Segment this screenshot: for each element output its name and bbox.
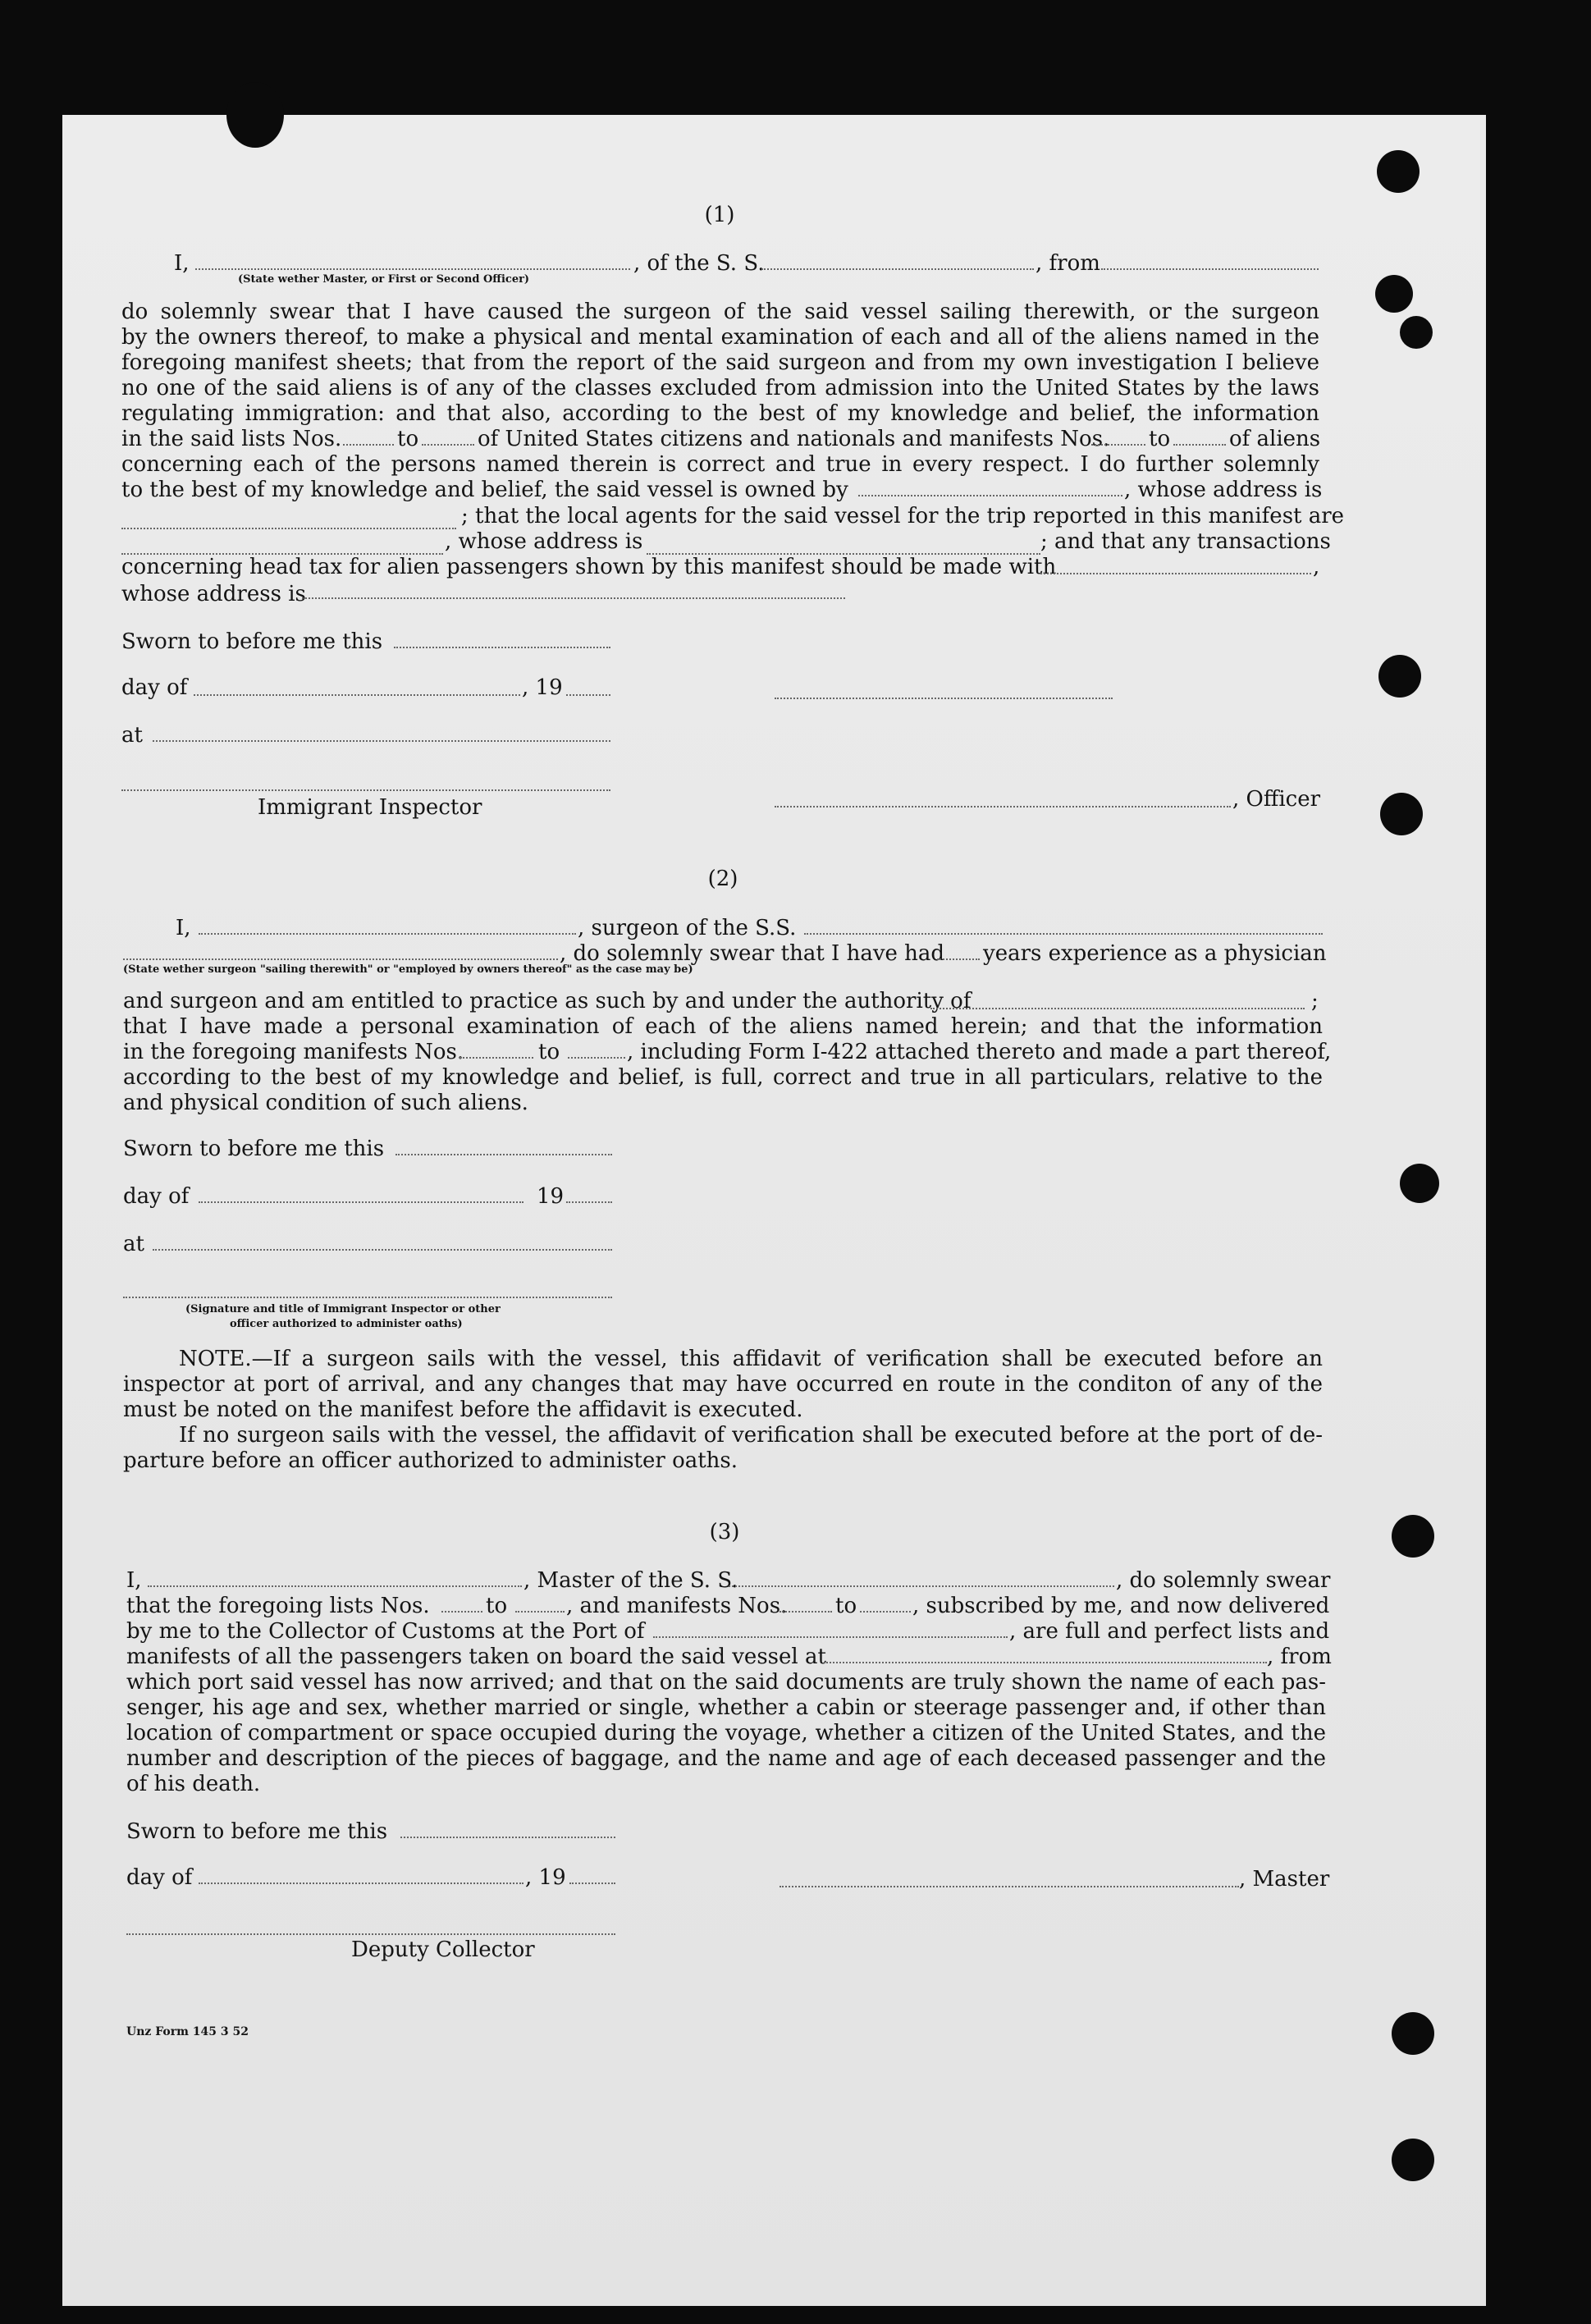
s3-port-label: by me to the Collector of Customs at the Port of: [126, 1619, 645, 1644]
s1-owned-label: to the best of my knowledge and belief, the said vessel is owned by: [121, 478, 848, 502]
s2-at-field[interactable]: [153, 1249, 612, 1251]
s2-authority-field[interactable]: [930, 1008, 1305, 1009]
s2-form-label: , including Form I-422 attached thereto and made a part thereof,: [627, 1040, 1332, 1064]
s3-year-field[interactable]: [569, 1883, 615, 1884]
binder-hole: [1380, 793, 1423, 835]
s2-day-label: day of: [123, 1184, 190, 1209]
s2-physician-label: years experience as a physician: [983, 941, 1327, 966]
s1-officer-name-field[interactable]: [775, 806, 1231, 807]
s2-manifests-label: in the foregoing manifests Nos.: [123, 1040, 464, 1064]
s1-year-field[interactable]: [566, 694, 610, 696]
binder-hole: [1378, 655, 1421, 698]
s2-surgeon-name-field[interactable]: [199, 933, 576, 935]
s1-at-field[interactable]: [153, 740, 610, 742]
s1-citizens-label: of United States citizens and nationals and manifests Nos.: [478, 427, 1110, 451]
s2-body-line: according to the best of my knowledge and belief, is full, correct and true in all particulars, relative to the: [123, 1065, 1323, 1090]
s2-sworn-label: Sworn to before me this: [123, 1137, 385, 1161]
s3-from-label: , from: [1267, 1645, 1332, 1669]
s3-i-label: I,: [126, 1568, 142, 1593]
s1-of-ss-label: , of the S. S.: [633, 251, 765, 276]
s1-i-label: I,: [174, 251, 190, 276]
s1-officer-rank-field[interactable]: [195, 268, 630, 270]
s1-manifests-from-field[interactable]: [1091, 444, 1145, 446]
section-1-heading: (1): [704, 203, 735, 227]
s1-day-field[interactable]: [194, 694, 520, 696]
s1-body-line: by the owners thereof, to make a physical and mental examination of each and all of the aliens named in the: [121, 325, 1319, 350]
s1-lists-to-label: to: [397, 427, 419, 451]
s2-authority-label: and surgeon and am entitled to practice as such by and under the authority of: [123, 989, 972, 1013]
s2-signature-line[interactable]: [123, 1297, 612, 1298]
s3-year-label: , 19: [525, 1865, 566, 1890]
s1-body-line: concerning each of the persons named therein is correct and true in every respect. I do further solemnly: [121, 452, 1319, 477]
form-number: Unz Form 145 3 52: [126, 2025, 249, 2038]
s3-body-line: which port said vessel has now arrived; and that on the said documents are truly shown the name of each pas-: [126, 1670, 1326, 1695]
s1-headtax-label: concerning head tax for alien passengers shown by this manifest should be made with: [121, 555, 1057, 579]
s2-body-line: and physical condition of such aliens.: [123, 1091, 528, 1115]
s1-sworn-label: Sworn to before me this: [121, 629, 383, 654]
s2-at-label: at: [123, 1232, 144, 1256]
s3-lists-label: that the foregoing lists Nos.: [126, 1594, 430, 1618]
s1-headtax-field[interactable]: [1040, 573, 1311, 574]
note-line: inspector at port of arrival, and any changes that may have occurred en route in the conditon of any of the: [123, 1372, 1323, 1397]
s3-lists-to-label: to: [486, 1594, 508, 1618]
s1-lists-from-field[interactable]: [343, 444, 394, 446]
binder-hole: [1375, 275, 1413, 313]
section-2-heading: (2): [707, 867, 738, 891]
s1-vessel-name-field[interactable]: [761, 268, 1034, 270]
s3-day-field[interactable]: [199, 1883, 523, 1884]
s1-year-label: , 19: [522, 675, 563, 700]
s2-manifests-to-label: to: [538, 1040, 560, 1064]
s2-surgeon-type-field[interactable]: [123, 958, 558, 960]
s3-lists-from-field[interactable]: [441, 1611, 482, 1613]
s2-signature-caption: officer authorized to administer oaths): [230, 1318, 463, 1330]
s3-master-name-field[interactable]: [148, 1585, 522, 1587]
s3-master-signature-field[interactable]: [779, 1886, 1239, 1887]
s3-subscribed-label: , subscribed by me, and now delivered: [912, 1594, 1330, 1618]
s2-day-field[interactable]: [199, 1201, 523, 1203]
s3-boarding-port-field[interactable]: [824, 1662, 1267, 1663]
binder-hole: [1400, 316, 1433, 349]
s3-manifests-label: , and manifests Nos.: [566, 1594, 788, 1618]
page-tear: [226, 82, 284, 148]
s3-manifests-to-label: to: [835, 1594, 857, 1618]
s1-from-port-field[interactable]: [1101, 268, 1319, 270]
s3-body-line: location of compartment or space occupied during the voyage, whether a citizen of the United States, and the: [126, 1721, 1326, 1745]
s2-manifests-to-field[interactable]: [568, 1057, 625, 1059]
s2-years-field[interactable]: [937, 958, 980, 960]
s1-agent-address-label: , whose address is: [445, 529, 643, 554]
s1-inspector-label: Immigrant Inspector: [258, 795, 482, 820]
s2-authority-semicolon: ;: [1311, 989, 1319, 1013]
s3-body-line: of his death.: [126, 1772, 261, 1796]
s1-owner-address-label: , whose address is: [1124, 478, 1323, 502]
binder-hole: [1392, 2012, 1434, 2055]
s1-officer-signature-line[interactable]: [775, 698, 1113, 699]
s1-lists-to-field[interactable]: [422, 444, 474, 446]
s1-headtax-address-field[interactable]: [302, 597, 845, 599]
s1-whose-address-label: whose address is: [121, 582, 306, 606]
s3-collector-signature-line[interactable]: [126, 1933, 615, 1935]
binder-hole: [1392, 1515, 1434, 1558]
s3-swear-label: , do solemnly swear: [1116, 1568, 1331, 1593]
s3-sworn-label: Sworn to before me this: [126, 1819, 388, 1844]
binder-hole: [1377, 150, 1420, 193]
s2-sworn-field[interactable]: [395, 1154, 612, 1155]
s2-signature-caption: (Signature and title of Immigrant Inspector or other: [185, 1303, 501, 1315]
s1-at-label: at: [121, 723, 143, 748]
s3-sworn-field[interactable]: [400, 1837, 615, 1838]
s1-inspector-signature-line[interactable]: [121, 789, 610, 791]
s2-surgeon-label: , surgeon of the S.S.: [578, 916, 797, 940]
section-3-heading: (3): [709, 1520, 740, 1544]
s1-body-line: foregoing manifest sheets; that from the report of the said surgeon and from my own investigation I believe: [121, 350, 1319, 375]
s3-manifests-to-field[interactable]: [860, 1611, 911, 1613]
s1-officer-label: , Officer: [1232, 787, 1321, 812]
s3-full-lists-label: , are full and perfect lists and: [1009, 1619, 1330, 1644]
s2-surgeon-type-caption: (State wether surgeon "sailing therewith" or "employed by owners thereof" as the case may be): [123, 963, 693, 976]
s1-owner-field[interactable]: [858, 495, 1122, 496]
s1-agents-label: ; that the local agents for the said vessel for the trip reported in this manifest are: [461, 504, 1345, 528]
s3-master-label: , Master of the S. S.: [523, 1568, 738, 1593]
s1-from-label: , from: [1036, 251, 1100, 276]
s3-vessel-field[interactable]: [729, 1585, 1114, 1587]
s1-body-line: regulating immigration: and that also, according to the best of my knowledge and belief, the information: [121, 401, 1319, 426]
s1-body-line: do solemnly swear that I have caused the surgeon of the said vessel sailing therewith, or the surgeon: [121, 300, 1319, 324]
s2-experience-label: , do solemnly swear that I have had: [560, 941, 945, 966]
s3-collector-label: Deputy Collector: [351, 1937, 535, 1962]
s2-body-line: that I have made a personal examination of each of the aliens named herein; and that the information: [123, 1014, 1323, 1039]
s3-body-line: senger, his age and sex, whether married or single, whether a cabin or steerage passenger and, if other than: [126, 1695, 1326, 1720]
s2-i-label: I,: [176, 916, 191, 940]
note-line: If no surgeon sails with the vessel, the affidavit of verification shall be executed before at the port of de-: [179, 1423, 1323, 1448]
s1-headtax-comma: ,: [1313, 555, 1320, 579]
s1-aliens-label: of aliens: [1229, 427, 1321, 451]
note-line: NOTE.—If a surgeon sails with the vessel, this affidavit of verification shall be executed before an: [179, 1347, 1323, 1371]
s3-boarded-label: manifests of all the passengers taken on board the said vessel at: [126, 1645, 826, 1669]
note-line: must be noted on the manifest before the affidavit is executed.: [123, 1398, 803, 1422]
s2-manifests-from-field[interactable]: [459, 1057, 533, 1059]
note-line: parture before an officer authorized to administer oaths.: [123, 1448, 738, 1473]
s1-owner-address-field[interactable]: [121, 528, 456, 529]
s1-body-line: no one of the said aliens is of any of the classes excluded from admission into the United States by the laws: [121, 376, 1319, 400]
s3-manifests-from-field[interactable]: [779, 1611, 832, 1613]
s3-body-line: number and description of the pieces of baggage, and the name and age of each deceased passenger and the: [126, 1746, 1326, 1771]
s1-transactions-label: ; and that any transactions: [1040, 529, 1331, 554]
s3-day-label: day of: [126, 1865, 193, 1890]
binder-hole: [1400, 1164, 1439, 1203]
s1-day-label: day of: [121, 675, 188, 700]
s3-master-title: , Master: [1239, 1867, 1330, 1892]
s1-rank-caption: (State wether Master, or First or Second Officer): [238, 273, 530, 286]
s1-lists-label: in the said lists Nos.: [121, 427, 342, 451]
s2-year-field[interactable]: [566, 1201, 612, 1203]
s3-port-field[interactable]: [653, 1636, 1008, 1638]
s2-vessel-field[interactable]: [804, 933, 1323, 935]
s1-manifests-to-field[interactable]: [1173, 444, 1226, 446]
s3-lists-to-field[interactable]: [515, 1611, 565, 1613]
s2-year-label: 19: [537, 1184, 565, 1209]
s1-manifests-to-label: to: [1149, 427, 1171, 451]
s1-sworn-field[interactable]: [394, 647, 610, 648]
binder-hole: [1392, 2139, 1434, 2181]
